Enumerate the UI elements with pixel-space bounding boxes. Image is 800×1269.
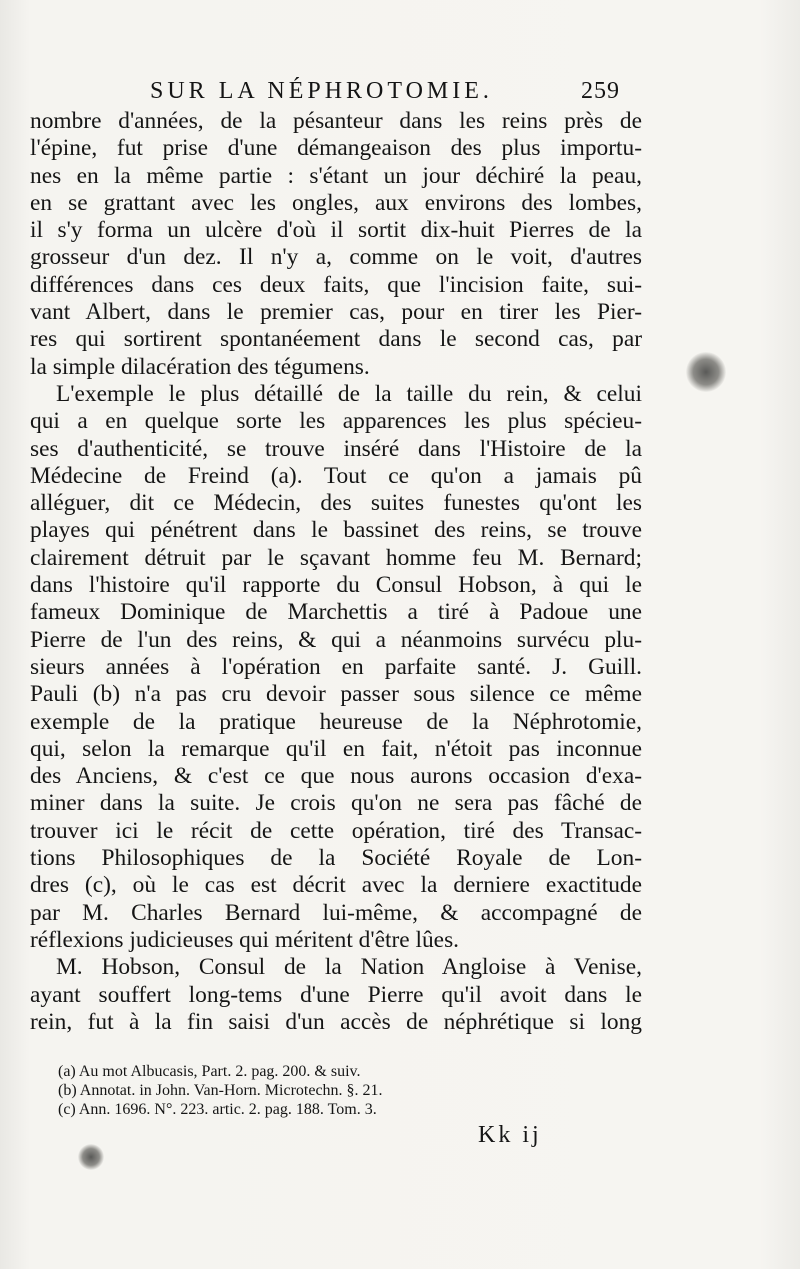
running-title: SUR LA NÉPHROTOMIE. bbox=[150, 78, 493, 104]
ink-stain-right bbox=[686, 352, 726, 392]
text-line: dres (c), où le cas est décrit avec la derniere exactitude bbox=[30, 872, 642, 899]
text-line: playes qui pénétrent dans le bassinet des reins, se trouve bbox=[30, 517, 642, 544]
body-text bbox=[30, 108, 642, 1036]
text-line: Médecine de Freind (a). Tout ce qu'on a jamais pû bbox=[30, 462, 642, 489]
text-line: grosseur d'un dez. Il n'y a, comme on le voit, d'autres bbox=[30, 244, 642, 271]
text-line: alléguer, dit ce Médecin, des suites funestes qu'ont les bbox=[30, 490, 642, 517]
text-line: Pierre de l'un des reins, & qui a néanmoins survécu plu- bbox=[30, 626, 642, 653]
text-line: l'épine, fut prise d'une démangeaison des plus importu- bbox=[30, 135, 642, 162]
text-line: différences dans ces deux faits, que l'incision faite, sui- bbox=[30, 271, 642, 298]
text-line: tions Philosophiques de la Société Royale de Lon- bbox=[30, 845, 642, 872]
footnote: (a) Au mot Albucasis, Part. 2. pag. 200. & suiv. bbox=[58, 1063, 361, 1080]
text-line: fameux Dominique de Marchettis a tiré à Padoue une bbox=[30, 599, 642, 626]
footnote: (b) Annotat. in John. Van-Horn. Microtechn. §. 21. bbox=[58, 1082, 383, 1099]
text-line: nombre d'années, de la pésanteur dans les reins près de bbox=[30, 108, 642, 134]
text-line: nes en la même partie : s'étant un jour déchiré la peau, bbox=[30, 162, 642, 189]
text-line: clairement détruit par le sçavant homme feu M. Bernard; bbox=[30, 544, 642, 571]
text-line: ayant souffert long-tems d'une Pierre qu'il avoit dans le bbox=[30, 981, 642, 1008]
text-line: réflexions judicieuses qui méritent d'être lûes. bbox=[30, 926, 460, 953]
text-line-paragraph-start: M. Hobson, Consul de la Nation Angloise à Venise, bbox=[56, 954, 642, 981]
text-line: des Anciens, & c'est ce que nous aurons occasion d'exa- bbox=[30, 763, 642, 790]
text-line: en se grattant avec les ongles, aux environs des lombes, bbox=[30, 189, 642, 216]
signature-mark: Kk ij bbox=[478, 1122, 542, 1148]
footnote: (c) Ann. 1696. N°. 223. artic. 2. pag. 188. Tom. 3. bbox=[58, 1101, 377, 1118]
text-line: dans l'histoire qu'il rapporte du Consul Hobson, à qui le bbox=[30, 572, 642, 599]
footnotes bbox=[58, 1062, 618, 1119]
text-line: la simple dilacération des tégumens. bbox=[30, 353, 370, 380]
text-line: sieurs années à l'opération en parfaite santé. J. Guill. bbox=[30, 653, 642, 680]
text-line: par M. Charles Bernard lui-même, & accompagné de bbox=[30, 899, 642, 926]
text-line: trouver ici le récit de cette opération, tiré des Transac- bbox=[30, 817, 642, 844]
text-line: ses d'authenticité, se trouve inséré dans l'Histoire de la bbox=[30, 435, 642, 462]
text-line: qui a en quelque sorte les apparences les plus spécieu- bbox=[30, 408, 642, 435]
page-number: 259 bbox=[581, 78, 620, 104]
text-line: Pauli (b) n'a pas cru devoir passer sous silence ce même bbox=[30, 681, 642, 708]
text-line: vant Albert, dans le premier cas, pour en tirer les Pier- bbox=[30, 299, 642, 326]
text-line: rein, fut à la fin saisi d'un accès de néphrétique si long bbox=[30, 1008, 642, 1035]
ink-stain-bottom-left bbox=[78, 1144, 104, 1170]
text-line-paragraph-start: L'exemple le plus détaillé de la taille du rein, & celui bbox=[56, 380, 642, 407]
text-line: qui, selon la remarque qu'il en fait, n'étoit pas inconnue bbox=[30, 735, 642, 762]
text-line: il s'y forma un ulcère d'où il sortit dix-huit Pierres de la bbox=[30, 217, 642, 244]
text-line: res qui sortirent spontanéement dans le second cas, par bbox=[30, 326, 642, 353]
text-line: miner dans la suite. Je crois qu'on ne sera pas fâché de bbox=[30, 790, 642, 817]
text-line: exemple de la pratique heureuse de la Néphrotomie, bbox=[30, 708, 642, 735]
running-header bbox=[150, 78, 620, 105]
